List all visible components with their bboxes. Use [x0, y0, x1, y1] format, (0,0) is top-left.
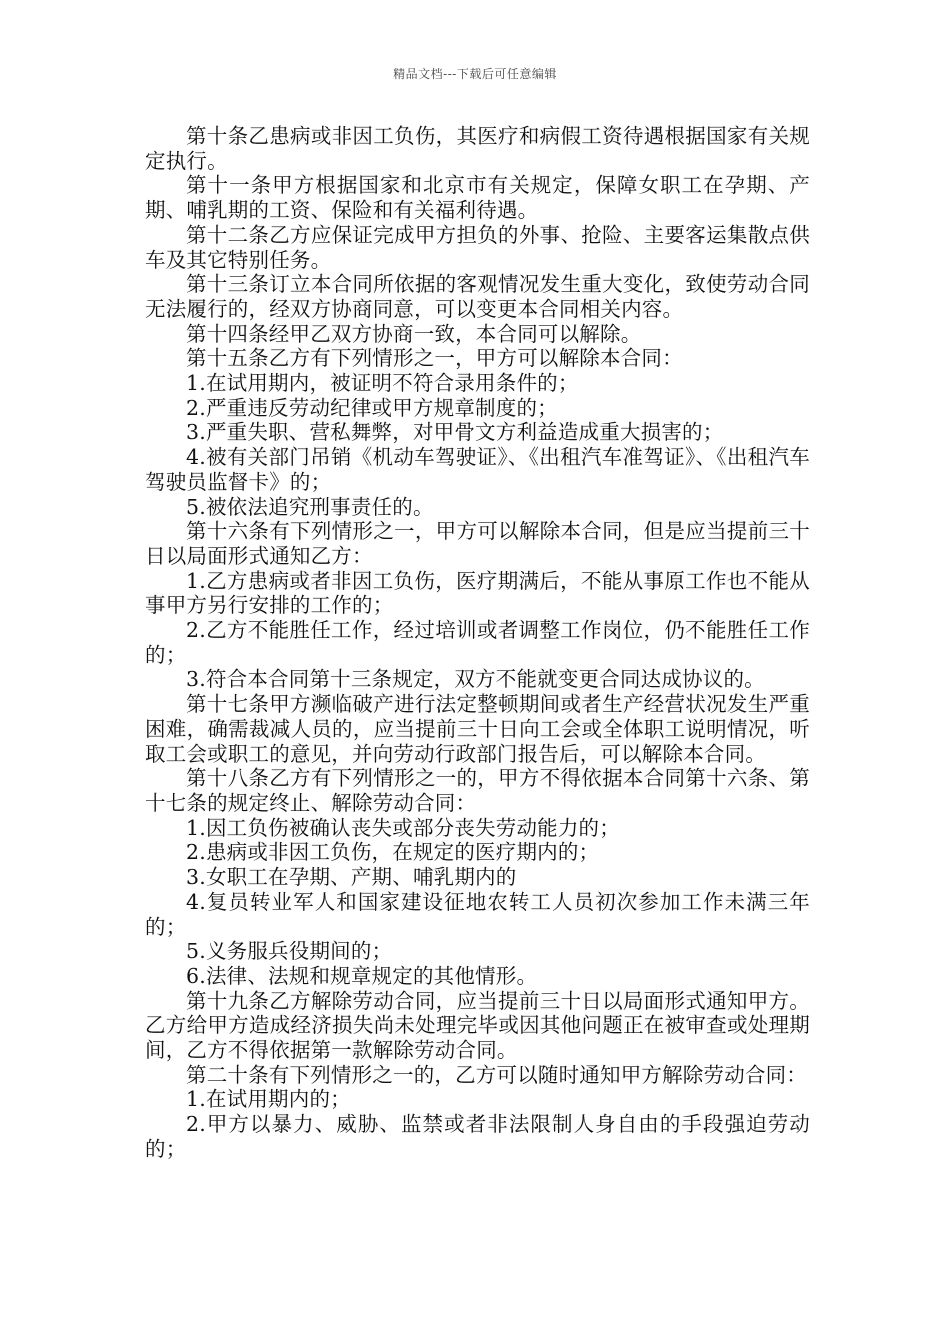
list-item: 3.符合本合同第十三条规定，双方不能就变更合同达成协议的。 — [186, 667, 765, 692]
paragraph-article-14: 第十四条经甲乙双方协商一致，本合同可以解除。 — [186, 321, 642, 346]
list-item: 3.女职工在孕期、产期、哺乳期内的 — [186, 865, 517, 890]
paragraph-article-20: 第二十条有下列情形之一的，乙方可以随时通知甲方解除劳动合同： — [186, 1062, 807, 1087]
list-item: 1.因工负伤被确认丧失或部分丧失劳动能力的； — [186, 815, 620, 840]
list-item: 5.义务服兵役期间的； — [186, 939, 393, 964]
paragraph-article-19: 第十九条乙方解除劳动合同，应当提前三十日以局面形式通知甲方。乙方给甲方造成经济损失尚未处理完毕或因其他问题正在被审查或处理期间，乙方不得依据第一款解除劳动合同。 — [145, 988, 810, 1063]
list-item: 2.甲方以暴力、威胁、监禁或者非法限制人身自由的手段强迫劳动的； — [145, 1112, 810, 1161]
page-header: 精品文档---下载后可任意编辑 — [393, 67, 557, 81]
paragraph-article-10: 第十条乙患病或非因工负伤，其医疗和病假工资待遇根据国家有关规定执行。 — [145, 124, 810, 173]
paragraph-article-12: 第十二条乙方应保证完成甲方担负的外事、抢险、主要客运集散点供车及其它特别任务。 — [145, 222, 810, 272]
list-item: 1.在试用期内的； — [186, 1087, 351, 1112]
paragraph-article-16: 第十六条有下列情形之一，甲方可以解除本合同，但是应当提前三十日以局面形式通知乙方： — [145, 519, 810, 568]
list-item: 1.在试用期内，被证明不符合录用条件的； — [186, 371, 579, 396]
list-item: 4.被有关部门吊销《机动车驾驶证》、《出租汽车准驾证》、《出租汽车驾驶员监督卡》的； — [145, 445, 810, 494]
paragraph-article-18: 第十八条乙方有下列情形之一的，甲方不得依据本合同第十六条、第十七条的规定终止、解除劳动合同： — [145, 766, 810, 815]
list-item: 2.乙方不能胜任工作，经过培训或者调整工作岗位，仍不能胜任工作的； — [145, 618, 810, 667]
list-item: 5.被依法追究刑事责任的。 — [186, 494, 434, 519]
paragraph-article-11: 第十一条甲方根据国家和北京市有关规定，保障女职工在孕期、产期、哺乳期的工资、保险和有关福利待遇。 — [145, 173, 810, 223]
list-item: 2.严重违反劳动纪律或甲方规章制度的； — [186, 395, 558, 420]
list-item: 1.乙方患病或者非因工负伤，医疗期满后，不能从事原工作也不能从事甲方另行安排的工作的； — [145, 568, 810, 618]
document-body — [145, 124, 810, 1162]
list-item: 4.复员转业军人和国家建设征地农转工人员初次参加工作未满三年的； — [145, 889, 810, 939]
list-item: 3.严重失职、营私舞弊，对甲骨文方利益造成重大损害的； — [186, 420, 724, 445]
list-item: 6.法律、法规和规章规定的其他情形。 — [186, 963, 538, 988]
paragraph-article-15: 第十五条乙方有下列情形之一，甲方可以解除本合同： — [186, 346, 683, 371]
paragraph-article-17: 第十七条甲方濒临破产进行法定整顿期间或者生产经营状况发生严重困难，确需裁减人员的，应当提前三十日向工会或全体职工说明情况，听取工会或职工的意见，并向劳动行政部门报告后，可以解除本合同。 — [145, 692, 810, 766]
list-item: 2.患病或非因工负伤，在规定的医疗期内的； — [186, 840, 600, 865]
paragraph-article-13: 第十三条订立本合同所依据的客观情况发生重大变化，致使劳动合同无法履行的，经双方协商同意，可以变更本合同相关内容。 — [145, 272, 810, 321]
